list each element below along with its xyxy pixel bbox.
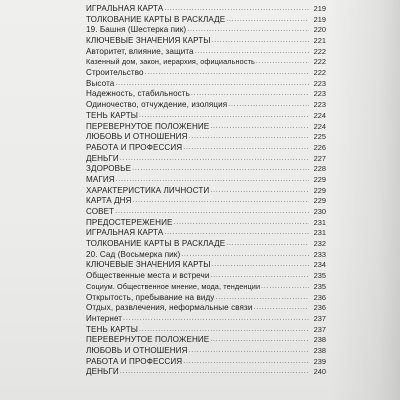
toc-entry (86, 239, 326, 250)
toc-entry-page: 221 (313, 36, 326, 46)
toc-entry-title: Авторитет, влияние, защита (86, 46, 194, 56)
toc-dot-leader (215, 293, 309, 304)
toc-entry-page: 222 (313, 57, 326, 67)
toc-entry (86, 228, 326, 239)
toc-entry (86, 357, 326, 368)
toc-entry (86, 186, 326, 197)
spine-shadow (330, 0, 400, 400)
toc-entry-page: 240 (313, 367, 326, 377)
toc-dot-leader (226, 239, 309, 250)
toc-dot-leader (183, 143, 309, 154)
toc-entry-page: 222 (313, 46, 326, 56)
toc-entry-title: Надежность, стабильность (86, 89, 190, 99)
toc-entry (86, 154, 326, 165)
toc-entry (86, 4, 326, 15)
toc-entry (86, 47, 326, 58)
toc-entry (86, 218, 326, 229)
toc-entry (86, 335, 326, 346)
toc-entry-page: 219 (313, 3, 326, 13)
toc-entry (86, 132, 326, 143)
toc-dot-leader (115, 207, 309, 218)
toc-entry-page: 239 (313, 356, 326, 366)
toc-entry (86, 367, 326, 378)
toc-entry-title: ПЕРЕВЕРНУТОЕ ПОЛОЖЕНИЕ (86, 335, 210, 345)
toc-dot-leader (228, 100, 309, 111)
toc-entry (86, 261, 326, 272)
toc-entry (86, 25, 326, 36)
toc-dot-leader (226, 15, 309, 26)
toc-entry-page: 224 (313, 110, 326, 120)
toc-entry-page: 232 (313, 239, 326, 249)
toc-entry-title: РАБОТА И ПРОФЕССИЯ (86, 356, 183, 366)
toc-entry (86, 196, 326, 207)
toc-entry-title: КЛЮЧЕВЫЕ ЗНАЧЕНИЯ КАРТЫ (86, 260, 211, 270)
toc-entry (86, 346, 326, 357)
toc-entry (86, 271, 326, 282)
toc-entry-title: ЛЮБОВЬ И ОТНОШЕНИЯ (86, 132, 188, 142)
toc-entry-title: ЛЮБОВЬ И ОТНОШЕНИЯ (86, 345, 188, 355)
toc-dot-leader (210, 186, 309, 197)
toc-dot-leader (123, 314, 309, 325)
toc-entry (86, 314, 326, 325)
toc-entry-page: 229 (313, 174, 326, 184)
toc-dot-leader (191, 89, 309, 100)
toc-entry-page: 222 (313, 68, 326, 78)
toc-dot-leader (116, 175, 309, 186)
toc-entry (86, 111, 326, 122)
toc-entry-title: ТОЛКОВАНИЕ КАРТЫ В РАСКЛАДЕ (86, 239, 226, 249)
toc-dot-leader (183, 357, 309, 368)
toc-dot-leader (164, 228, 309, 239)
toc-entry-title: ПРЕДОСТЕРЕЖЕНИЕ (86, 217, 173, 227)
toc-entry-page: 238 (313, 335, 326, 345)
toc-entry-title: КАРТА ДНЯ (86, 196, 132, 206)
toc-dot-leader (195, 47, 309, 58)
toc-entry-page: 219 (313, 14, 326, 24)
toc-dot-leader (189, 346, 309, 357)
toc-entry-title: ЗДОРОВЬЕ (86, 164, 132, 174)
toc-entry (86, 143, 326, 154)
toc-entry-page: 236 (313, 292, 326, 302)
toc-dot-leader (253, 303, 309, 314)
toc-entry-title: Социум. Общественное мнение, мода, тенденции (86, 281, 261, 291)
toc-entry (86, 100, 326, 111)
toc-dot-leader (139, 111, 309, 122)
toc-entry-title: Общественные места и встречи (86, 271, 210, 281)
toc-entry-page: 226 (313, 142, 326, 152)
toc-entry (86, 36, 326, 47)
toc-dot-leader (132, 164, 309, 175)
toc-entry-title: РАБОТА И ПРОФЕССИЯ (86, 142, 183, 152)
toc-entry-title: ХАРАКТЕРИСТИКА ЛИЧНОСТИ (86, 185, 210, 195)
toc-dot-leader (164, 4, 309, 15)
toc-dot-leader (120, 154, 309, 165)
toc-entry (86, 325, 326, 336)
toc-entry (86, 293, 326, 304)
toc-dot-leader (261, 282, 309, 293)
toc-entry-title: Отдых, развлечения, неформальные связи (86, 303, 253, 313)
toc-entry-title: Казенный дом, закон, иерархия, официальность (86, 57, 255, 67)
toc-entry-title: 20. Сад (Восьмерка пик) (86, 249, 181, 259)
toc-entry (86, 122, 326, 133)
toc-dot-leader (139, 325, 309, 336)
toc-entry-page: 223 (313, 78, 326, 88)
toc-entry (86, 207, 326, 218)
toc-entry-page: 223 (313, 100, 326, 110)
toc-entry-title: Открытость, пребывание на виду (86, 292, 215, 302)
toc-entry-title: Одиночество, отчуждение, изоляция (86, 100, 228, 110)
toc-entry-page: 236 (313, 303, 326, 313)
toc-entry (86, 250, 326, 261)
toc-entry-page: 223 (313, 89, 326, 99)
toc-entry-title: КЛЮЧЕВЫЕ ЗНАЧЕНИЯ КАРТЫ (86, 36, 211, 46)
toc-entry-page: 231 (313, 228, 326, 238)
toc-entry-title: ИГРАЛЬНАЯ КАРТА (86, 228, 164, 238)
toc-dot-leader (212, 260, 309, 271)
toc-entry (86, 303, 326, 314)
toc-dot-leader (210, 271, 309, 282)
toc-dot-leader (133, 196, 309, 207)
toc-entry (86, 175, 326, 186)
toc-entry-title: 19. Башня (Шестерка пик) (86, 25, 187, 35)
toc-dot-leader (210, 122, 309, 133)
toc-entry-page: 229 (313, 196, 326, 206)
toc-entry-title: ТЕНЬ КАРТЫ (86, 324, 139, 334)
toc-entry-page: 235 (313, 281, 326, 291)
table-of-contents (86, 4, 326, 378)
toc-entry-page: 227 (313, 153, 326, 163)
toc-entry-page: 237 (313, 324, 326, 334)
toc-entry-page: 238 (313, 345, 326, 355)
toc-entry (86, 164, 326, 175)
toc-entry (86, 79, 326, 90)
toc-entry-title: ИГРАЛЬНАЯ КАРТА (86, 3, 164, 13)
toc-dot-leader (187, 25, 309, 36)
toc-entry-page: 233 (313, 249, 326, 259)
toc-entry-title: ТОЛКОВАНИЕ КАРТЫ В РАСКЛАДЕ (86, 14, 226, 24)
toc-dot-leader (212, 36, 309, 47)
toc-entry-title: СОВЕТ (86, 207, 115, 217)
toc-entry-title: Строительство (86, 68, 144, 78)
toc-entry-page: 220 (313, 25, 326, 35)
toc-entry (86, 57, 326, 68)
toc-entry-page: 230 (313, 207, 326, 217)
toc-entry-title: ПЕРЕВЕРНУТОЕ ПОЛОЖЕНИЕ (86, 121, 210, 131)
toc-entry-page: 229 (313, 185, 326, 195)
toc-entry-page: 237 (313, 313, 326, 323)
toc-dot-leader (145, 68, 309, 79)
toc-entry-title: Интернет (86, 313, 123, 323)
toc-entry-title: ДЕНЬГИ (86, 153, 119, 163)
toc-entry (86, 68, 326, 79)
toc-dot-leader (256, 57, 309, 68)
toc-entry-page: 228 (313, 164, 326, 174)
toc-dot-leader (181, 250, 309, 261)
toc-entry-title: ДЕНЬГИ (86, 367, 119, 377)
toc-entry-page: 235 (313, 271, 326, 281)
toc-entry-title: МАГИЯ (86, 174, 115, 184)
toc-entry-page: 231 (313, 217, 326, 227)
toc-dot-leader (115, 79, 309, 90)
toc-dot-leader (210, 335, 309, 346)
toc-dot-leader (174, 218, 309, 229)
toc-entry (86, 282, 326, 293)
toc-dot-leader (120, 367, 309, 378)
toc-entry-page: 225 (313, 132, 326, 142)
toc-dot-leader (189, 132, 309, 143)
toc-entry (86, 15, 326, 26)
toc-entry-title: Высота (86, 78, 115, 88)
toc-entry-title: ТЕНЬ КАРТЫ (86, 110, 139, 120)
toc-entry (86, 90, 326, 101)
toc-entry-page: 234 (313, 260, 326, 270)
toc-entry-page: 224 (313, 121, 326, 131)
